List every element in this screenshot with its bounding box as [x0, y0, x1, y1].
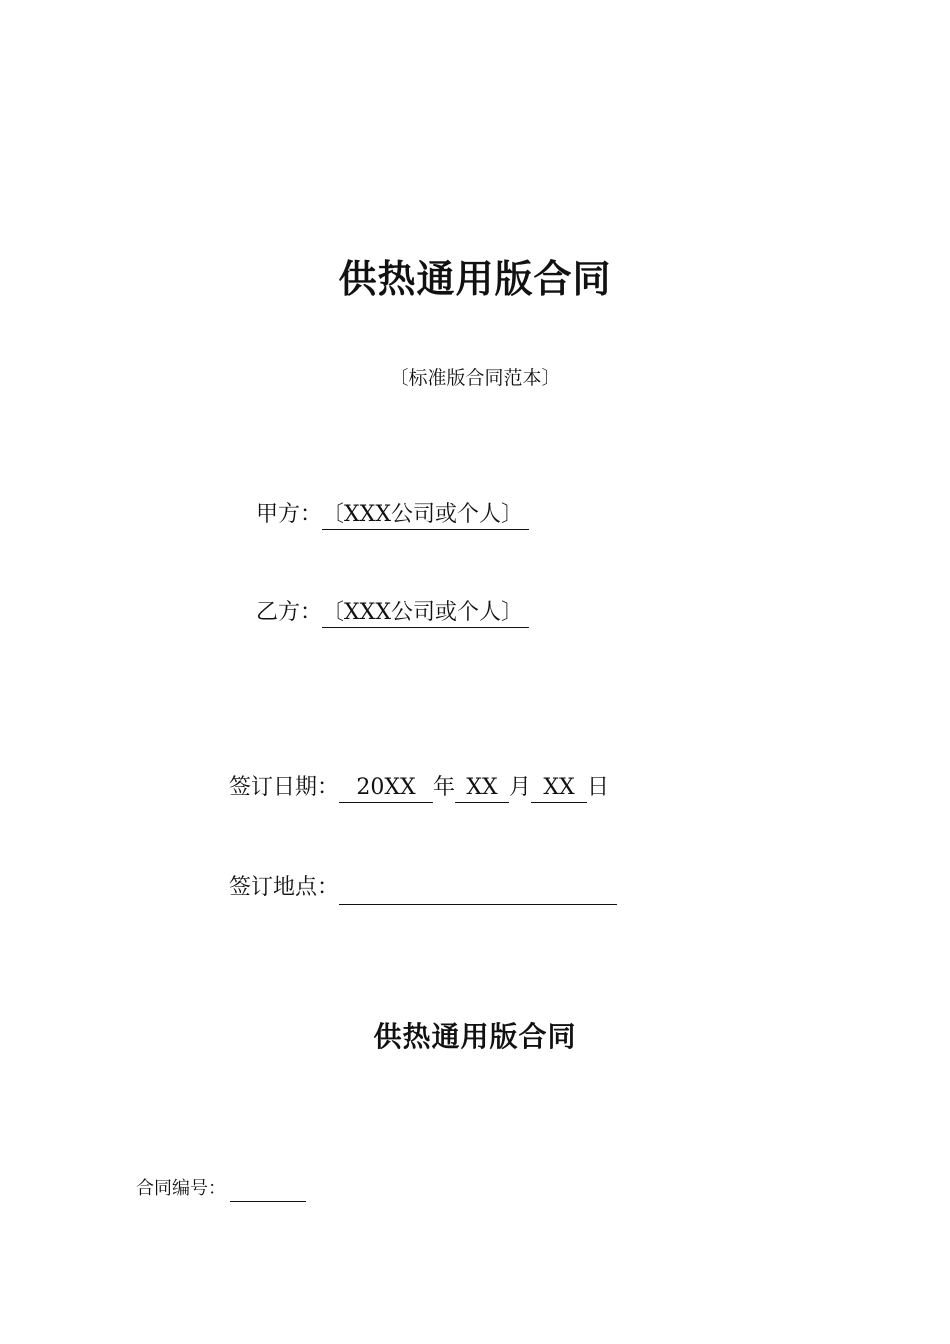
signing-month-value: XX: [455, 774, 509, 803]
signing-date-row: [229, 771, 609, 805]
document-title: 供热通用版合同: [338, 257, 612, 301]
signing-year-unit: 年: [433, 775, 456, 800]
party-b-row: [256, 596, 529, 630]
party-a-row: [256, 498, 529, 532]
contract-number-blank: [230, 1181, 306, 1202]
signing-day-value: XX: [531, 774, 587, 803]
signing-day-unit: 日: [587, 775, 610, 800]
signing-date-label: 签订日期：: [229, 775, 340, 800]
signing-place-row: [229, 871, 617, 905]
party-b-label: 乙方：: [256, 600, 323, 625]
party-a-value: 〔XXX公司或个人〕: [322, 501, 529, 530]
party-b-value: 〔XXX公司或个人〕: [322, 599, 529, 628]
body-title: 供热通用版合同: [373, 1020, 577, 1053]
signing-place-label: 签订地点：: [229, 875, 340, 900]
signing-month-unit: 月: [509, 775, 532, 800]
contract-number-row: [136, 1176, 306, 1202]
contract-number-label: 合同编号：: [136, 1178, 226, 1199]
document-subtitle: 〔标准版合同范本〕: [389, 367, 561, 389]
party-a-label: 甲方：: [256, 502, 323, 527]
signing-place-blank: [339, 876, 617, 905]
signing-year-value: 20XX: [339, 774, 433, 803]
